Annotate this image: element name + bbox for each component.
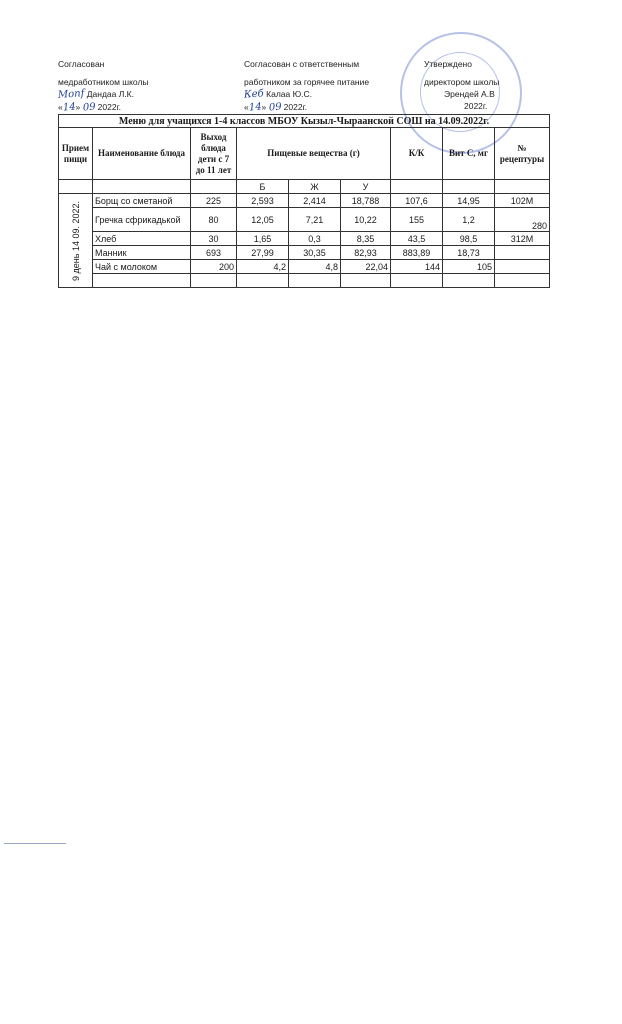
approval-middle-year: 2022г. — [283, 102, 308, 112]
dish-protein: 2,593 — [237, 194, 289, 208]
table-row-empty — [59, 274, 550, 288]
dish-kcal: 43,5 — [391, 232, 443, 246]
empty-cell — [495, 274, 550, 288]
header-kcal: К/К — [391, 128, 443, 180]
subheader-u: У — [341, 180, 391, 194]
approval-right-name: Эрендей А.В — [444, 89, 495, 99]
approval-left-day: 14 — [62, 101, 76, 114]
header-output: Выход блюда дети с 7 до 11 лет — [191, 128, 237, 180]
approval-middle-line1: Согласован с ответственным — [244, 59, 360, 69]
menu-table — [58, 114, 550, 288]
dish-fat: 7,21 — [289, 208, 341, 232]
dish-recipe: 312М — [495, 232, 550, 246]
table-title-row — [59, 115, 550, 128]
subheader-empty-cell — [391, 180, 443, 194]
approval-right-line2: директором школы — [424, 77, 500, 87]
day-label: 9 день 14 09. 2022. — [70, 200, 81, 281]
subheader-empty-cell — [93, 180, 191, 194]
subheader-empty-cell — [443, 180, 495, 194]
dish-recipe — [495, 246, 550, 260]
approval-middle-line2: работником за горячее питание — [244, 77, 370, 87]
empty-cell — [93, 274, 191, 288]
dish-output: 80 — [191, 208, 237, 232]
table-row — [59, 232, 550, 246]
subheader-empty-cell — [191, 180, 237, 194]
dish-carbs: 22,04 — [341, 260, 391, 274]
dish-output: 30 — [191, 232, 237, 246]
approval-right-year: 2022г. — [464, 101, 488, 111]
table-row — [59, 246, 550, 260]
header-vitc: Вит С, мг — [443, 128, 495, 180]
table-subheader-row — [59, 180, 550, 194]
subheader-zh: Ж — [289, 180, 341, 194]
approval-middle-signature: Кеб — [243, 88, 265, 101]
approval-middle-month: 09 — [268, 101, 282, 114]
dish-output: 225 — [191, 194, 237, 208]
empty-cell — [289, 274, 341, 288]
day-label-cell — [59, 194, 93, 288]
dish-vitc: 18,73 — [443, 246, 495, 260]
dish-kcal: 155 — [391, 208, 443, 232]
dish-fat: 30,35 — [289, 246, 341, 260]
header-meal: Прием пищи — [59, 128, 93, 180]
scan-edge-mark — [4, 843, 66, 844]
dish-fat: 0,3 — [289, 232, 341, 246]
subheader-empty-cell — [495, 180, 550, 194]
dish-carbs: 18,788 — [341, 194, 391, 208]
dish-recipe: 102М — [495, 194, 550, 208]
header-nutrients: Пищевые вещества (г) — [237, 128, 391, 180]
dish-vitc: 105 — [443, 260, 495, 274]
dish-name: Хлеб — [93, 232, 191, 246]
approval-middle: Согласован с ответственным работником за горячее питание Кеб Калаа Ю.С. «14» 09 2022г. — [243, 59, 370, 114]
approval-left-line2: медработником школы — [58, 77, 149, 87]
subheader-b: Б — [237, 180, 289, 194]
approval-left: Согласован медработником школы Monf Дандаа Л.К. «14» 09 2022г. — [57, 59, 149, 114]
dish-output: 693 — [191, 246, 237, 260]
dish-kcal: 144 — [391, 260, 443, 274]
table-title: Меню для учащихся 1-4 классов МБОУ Кызыл-Чыраанской СОШ на 14.09.2022г. — [59, 115, 550, 128]
empty-cell — [341, 274, 391, 288]
dish-protein: 1,65 — [237, 232, 289, 246]
approval-middle-name: Калаа Ю.С. — [266, 89, 313, 99]
dish-fat: 2,414 — [289, 194, 341, 208]
dish-kcal: 883,89 — [391, 246, 443, 260]
dish-name: Манник — [93, 246, 191, 260]
table-header-row — [59, 128, 550, 180]
dish-protein: 12,05 — [237, 208, 289, 232]
approval-right-line1: Утверждено — [424, 59, 472, 69]
dish-protein: 27,99 — [237, 246, 289, 260]
subheader-empty-cell — [59, 180, 93, 194]
dish-vitc: 98,5 — [443, 232, 495, 246]
approval-right — [424, 58, 499, 112]
dish-vitc: 14,95 — [443, 194, 495, 208]
dish-name: Чай с молоком — [93, 260, 191, 274]
empty-cell — [237, 274, 289, 288]
dish-carbs: 82,93 — [341, 246, 391, 260]
table-row — [59, 208, 550, 232]
empty-cell — [443, 274, 495, 288]
approval-middle-day: 14 — [248, 101, 262, 114]
dish-name: Борщ со сметаной — [93, 194, 191, 208]
dish-name: Гречка сфрикадькой — [93, 208, 191, 232]
dish-vitc: 1,2 — [443, 208, 495, 232]
empty-cell — [191, 274, 237, 288]
approval-left-year: 2022г. — [97, 102, 122, 112]
dish-protein: 4,2 — [237, 260, 289, 274]
approval-left-month: 09 — [82, 101, 96, 114]
approval-left-line1: Согласован — [58, 59, 105, 69]
dish-output: 200 — [191, 260, 237, 274]
header-dish: Наименование блюда — [93, 128, 191, 180]
dish-fat: 4,8 — [289, 260, 341, 274]
empty-cell — [391, 274, 443, 288]
dish-kcal: 107,6 — [391, 194, 443, 208]
dish-recipe — [495, 260, 550, 274]
dish-carbs: 10,22 — [341, 208, 391, 232]
approval-left-signature: Monf — [57, 88, 85, 101]
dish-recipe: 280 — [495, 208, 550, 232]
dish-carbs: 8,35 — [341, 232, 391, 246]
approval-left-name: Дандаа Л.К. — [86, 89, 134, 99]
header-recipe: № рецептуры — [495, 128, 550, 180]
table-row — [59, 194, 550, 208]
table-row — [59, 260, 550, 274]
